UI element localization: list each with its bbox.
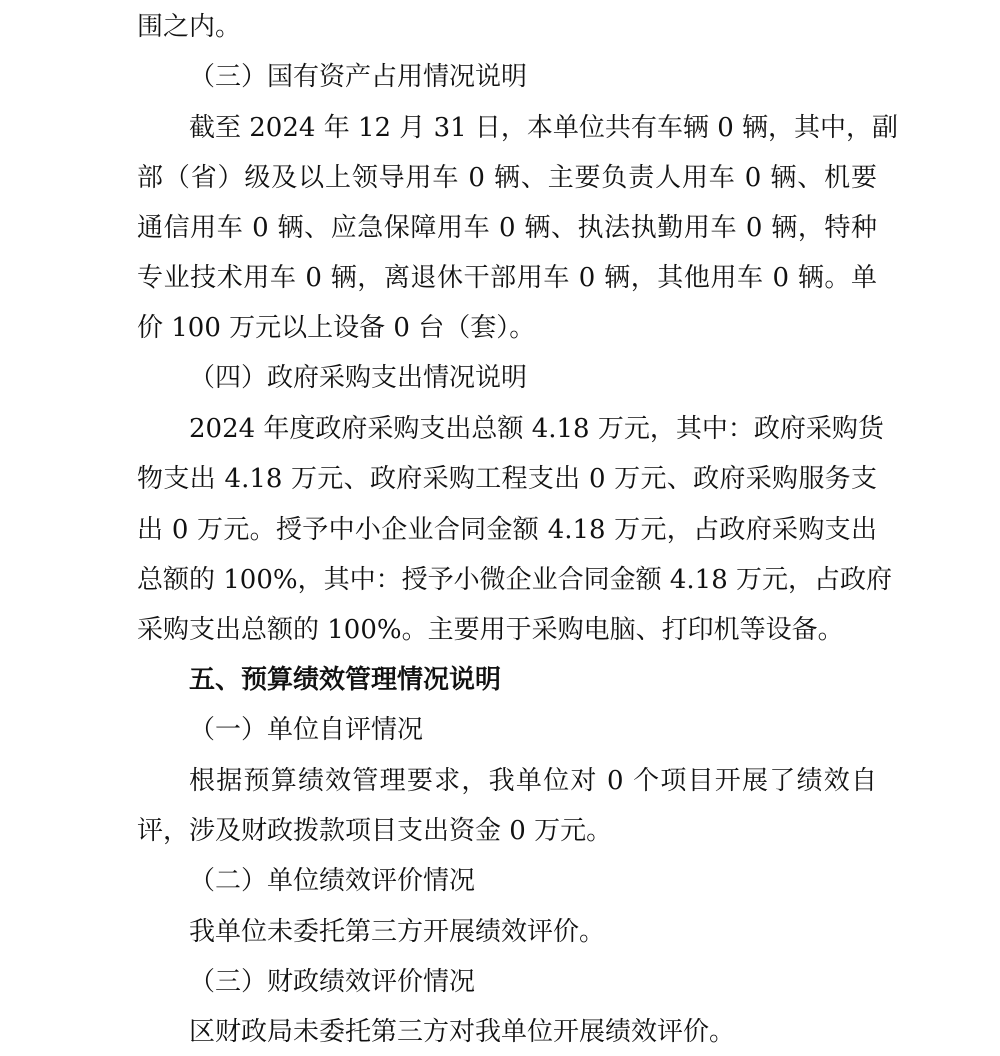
paragraph-line: 采购支出总额的 100%。主要用于采购电脑、打印机等设备。: [137, 615, 844, 645]
paragraph-line: 评，涉及财政拨款项目支出资金 0 万元。: [137, 816, 613, 846]
section-heading: （四）政府采购支出情况说明: [189, 363, 528, 393]
section-heading: （一）单位自评情况: [189, 715, 424, 745]
paragraph-line: 根据预算绩效管理要求，我单位对 0 个项目开展了绩效自: [189, 766, 877, 796]
paragraph-line: 部（省）级及以上领导用车 0 辆、主要负责人用车 0 辆、机要: [137, 163, 877, 193]
section-heading: （三）国有资产占用情况说明: [189, 62, 528, 92]
paragraph-line: 价 100 万元以上设备 0 台（套）。: [137, 313, 536, 343]
section-heading: （三）财政绩效评价情况: [189, 967, 476, 997]
paragraph-line: 总额的 100%，其中：授予小微企业合同金额 4.18 万元，占政府: [137, 565, 893, 595]
paragraph-line: 区财政局未委托第三方对我单位开展绩效评价。: [189, 1017, 736, 1047]
section-heading: （二）单位绩效评价情况: [189, 866, 476, 896]
paragraph-line: 我单位未委托第三方开展绩效评价。: [189, 917, 606, 947]
paragraph-line: 通信用车 0 辆、应急保障用车 0 辆、执法执勤用车 0 辆，特种: [137, 213, 877, 243]
paragraph-line: 截至 2024 年 12 月 31 日，本单位共有车辆 0 辆，其中，副: [189, 113, 898, 143]
paragraph-line: 围之内。: [137, 12, 242, 42]
paragraph-line: 2024 年度政府采购支出总额 4.18 万元，其中：政府采购货: [189, 414, 884, 444]
paragraph-line: 物支出 4.18 万元、政府采购工程支出 0 万元、政府采购服务支: [137, 464, 877, 494]
paragraph-line: 出 0 万元。授予中小企业合同金额 4.18 万元，占政府采购支出: [137, 515, 877, 545]
chapter-heading: 五、预算绩效管理情况说明: [189, 665, 502, 695]
paragraph-line: 专业技术用车 0 辆，离退休干部用车 0 辆，其他用车 0 辆。单: [137, 263, 877, 293]
